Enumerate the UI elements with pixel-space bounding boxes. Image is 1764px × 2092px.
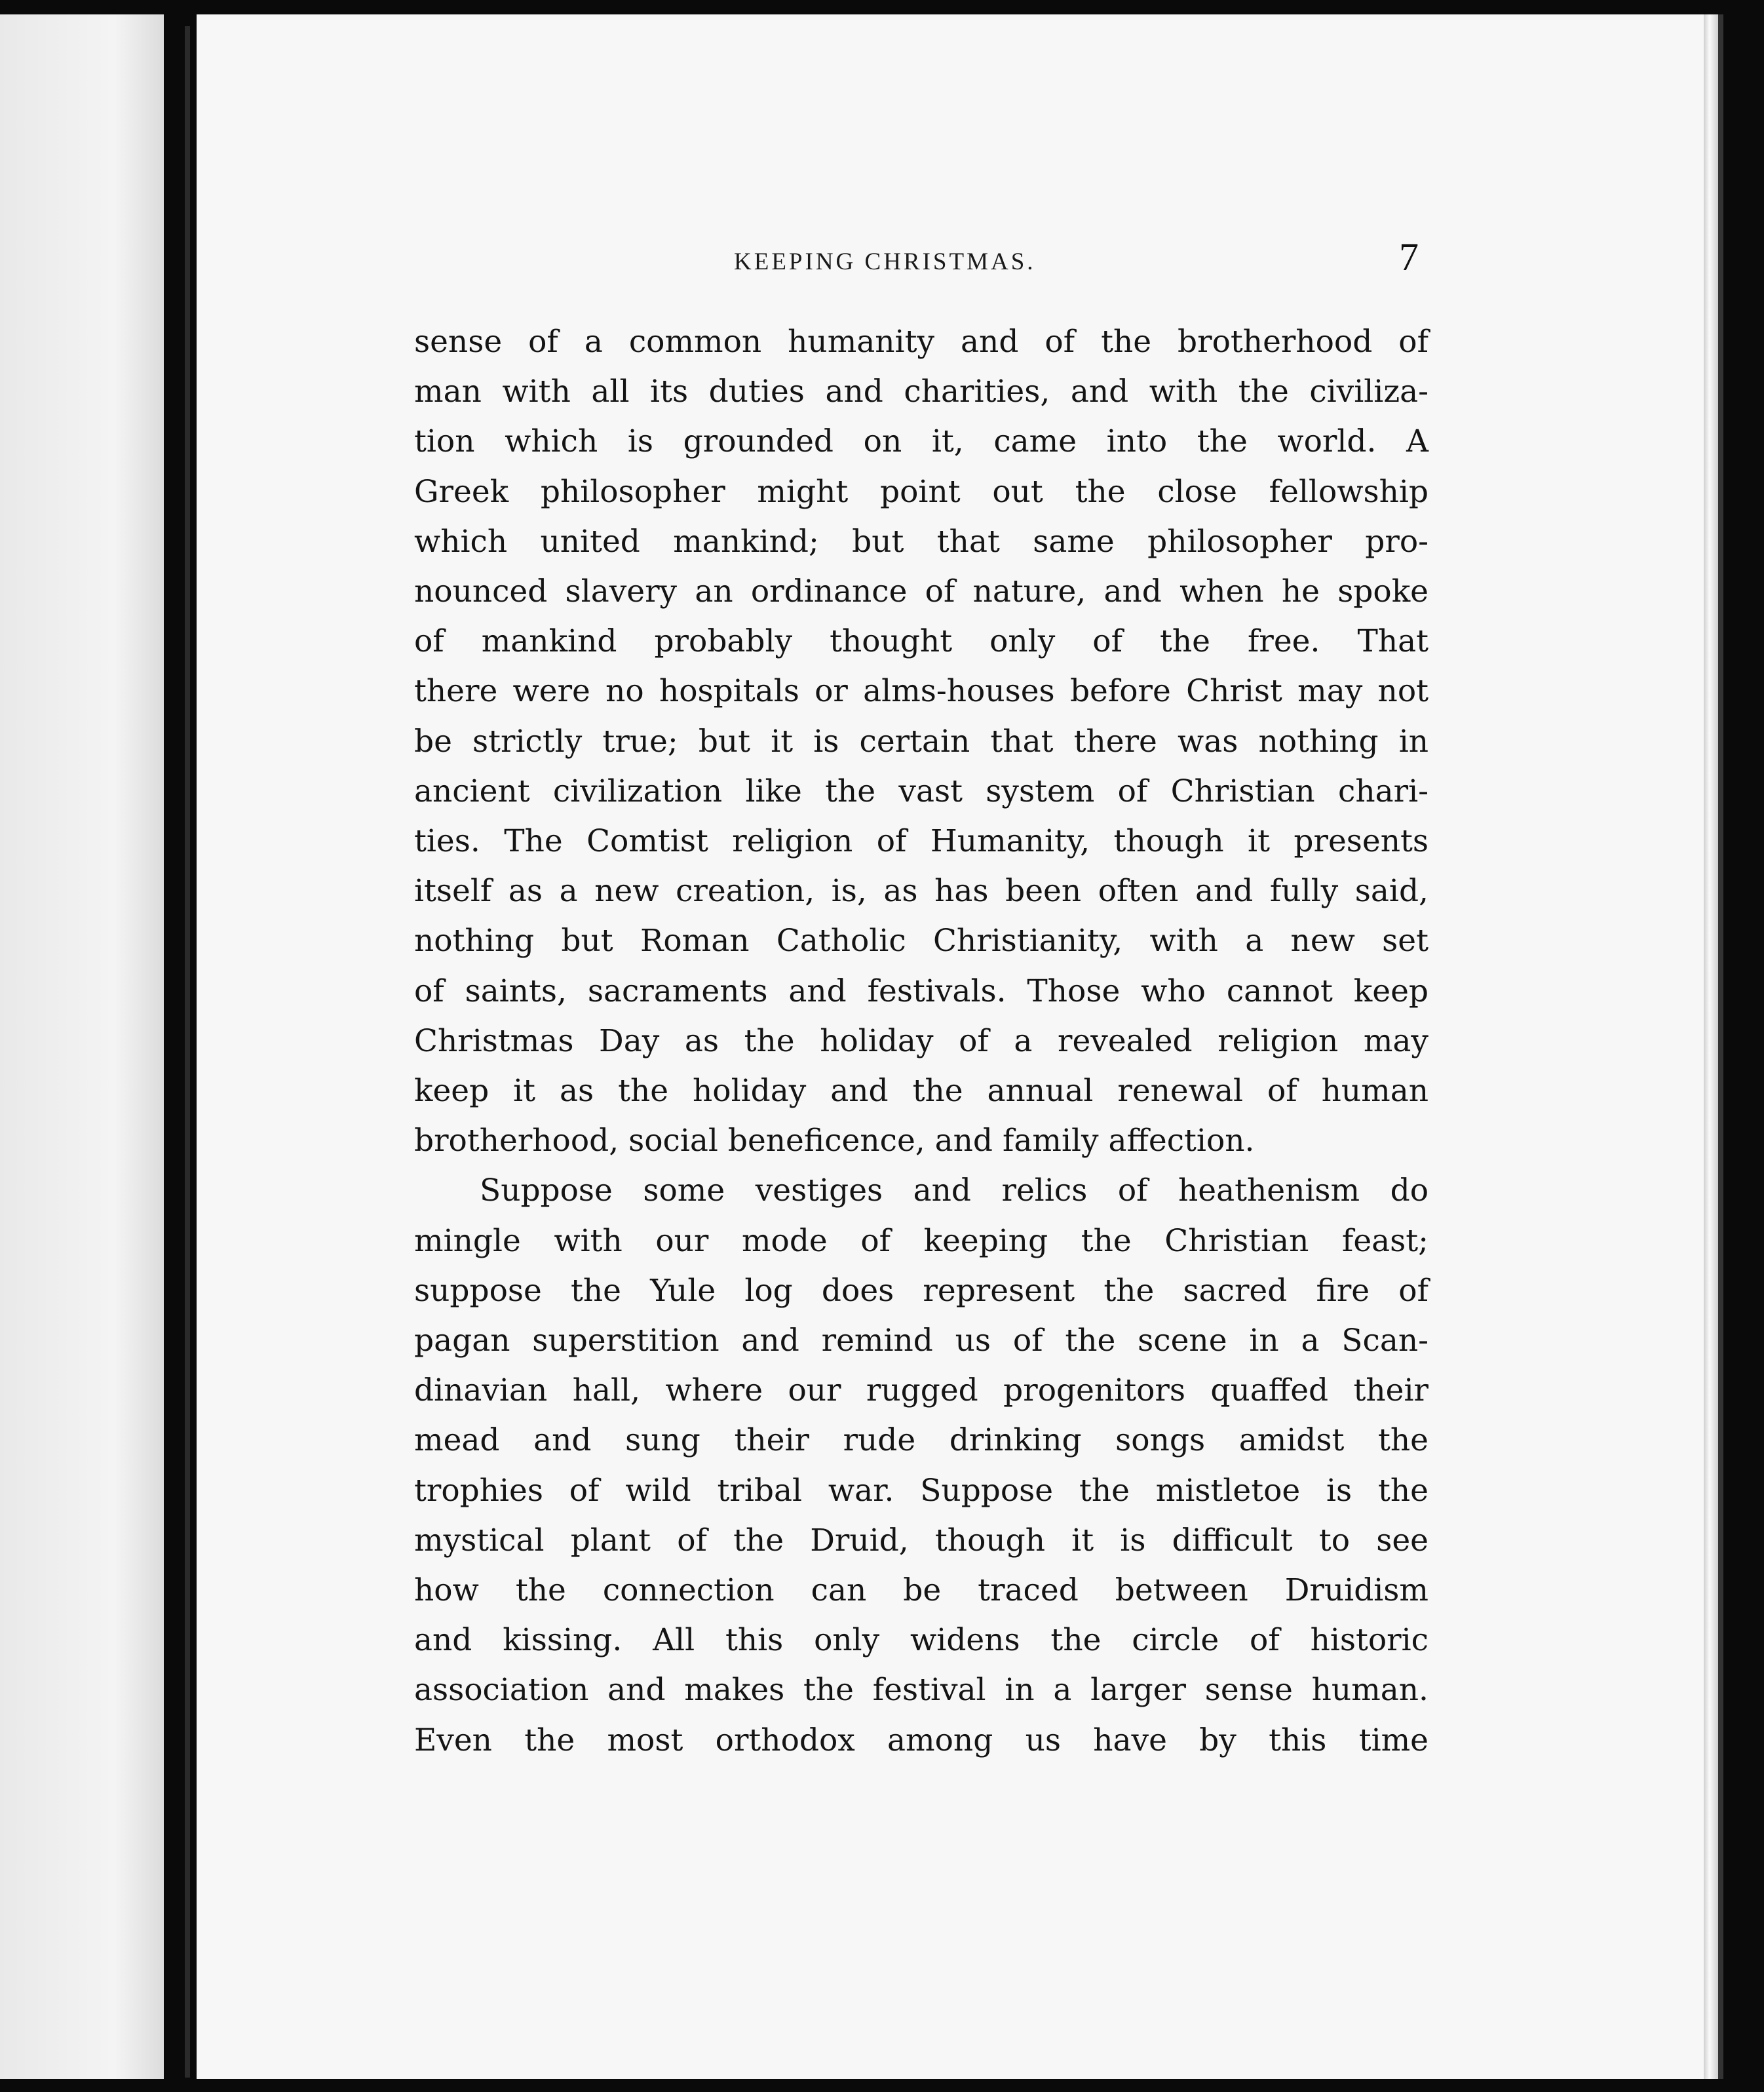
gutter-shadow xyxy=(185,26,190,2078)
text-line: Suppose some vestiges and relics of heathenism do xyxy=(480,1172,1428,1209)
text-line: nothing but Roman Catholic Christianity, with a new set xyxy=(414,923,1428,959)
text-line: Greek philosopher might point out the close fellowship xyxy=(414,473,1428,510)
text-line: pagan superstition and remind us of the scene in a Scan- xyxy=(414,1323,1428,1359)
page-fore-edge xyxy=(1704,14,1718,2079)
facing-page-edge xyxy=(0,14,164,2079)
text-line: how the connection can be traced between Druidism xyxy=(414,1572,1428,1609)
body-text xyxy=(414,317,1428,1766)
text-line: be strictly true; but it is certain that there was nothing in xyxy=(414,723,1428,760)
text-line: brotherhood, social beneficence, and family affection. xyxy=(414,1123,1255,1159)
text-line: association and makes the festival in a larger sense human. xyxy=(414,1672,1428,1709)
text-line: ties. The Comtist religion of Humanity, though it presents xyxy=(414,823,1428,860)
text-line: itself as a new creation, is, as has been often and fully said, xyxy=(414,873,1428,910)
running-title: KEEPING CHRISTMAS. xyxy=(734,248,1036,275)
text-line: tion which is grounded on it, came into the world. A xyxy=(414,423,1428,460)
text-line: of saints, sacraments and festivals. Those who cannot keep xyxy=(414,973,1428,1009)
text-line: and kissing. All this only widens the circle of historic xyxy=(414,1622,1428,1659)
paragraph-1 xyxy=(414,317,1428,1166)
paragraph-2 xyxy=(414,1166,1428,1765)
text-line: sense of a common humanity and of the brotherhood of xyxy=(414,324,1428,360)
text-line: man with all its duties and charities, and with the civiliza- xyxy=(414,374,1428,410)
page-fore-edge-shadow xyxy=(1718,14,1723,2079)
text-line: of mankind probably thought only of the free. That xyxy=(414,623,1428,660)
text-line: trophies of wild tribal war. Suppose the mistletoe is the xyxy=(414,1472,1428,1509)
text-line: Christmas Day as the holiday of a revealed religion may xyxy=(414,1022,1428,1059)
text-line: mystical plant of the Druid, though it is difficult to see xyxy=(414,1522,1428,1559)
text-line: mead and sung their rude drinking songs amidst the xyxy=(414,1422,1428,1459)
text-line: which united mankind; but that same philosopher pro- xyxy=(414,523,1428,560)
text-line: mingle with our mode of keeping the Christian feast; xyxy=(414,1222,1428,1259)
text-line: Even the most orthodox among us have by this time xyxy=(414,1722,1428,1758)
text-line: keep it as the holiday and the annual renewal of human xyxy=(414,1073,1428,1110)
page-number: 7 xyxy=(1399,235,1419,279)
text-line: suppose the Yule log does represent the sacred fire of xyxy=(414,1272,1428,1309)
text-line: dinavian hall, where our rugged progenitors quaffed their xyxy=(414,1372,1428,1409)
text-line: there were no hospitals or alms-houses before Christ may not xyxy=(414,673,1428,710)
text-line: ancient civilization like the vast system of Christian chari- xyxy=(414,773,1428,809)
text-line: nounced slavery an ordinance of nature, and when he spoke xyxy=(414,573,1428,610)
